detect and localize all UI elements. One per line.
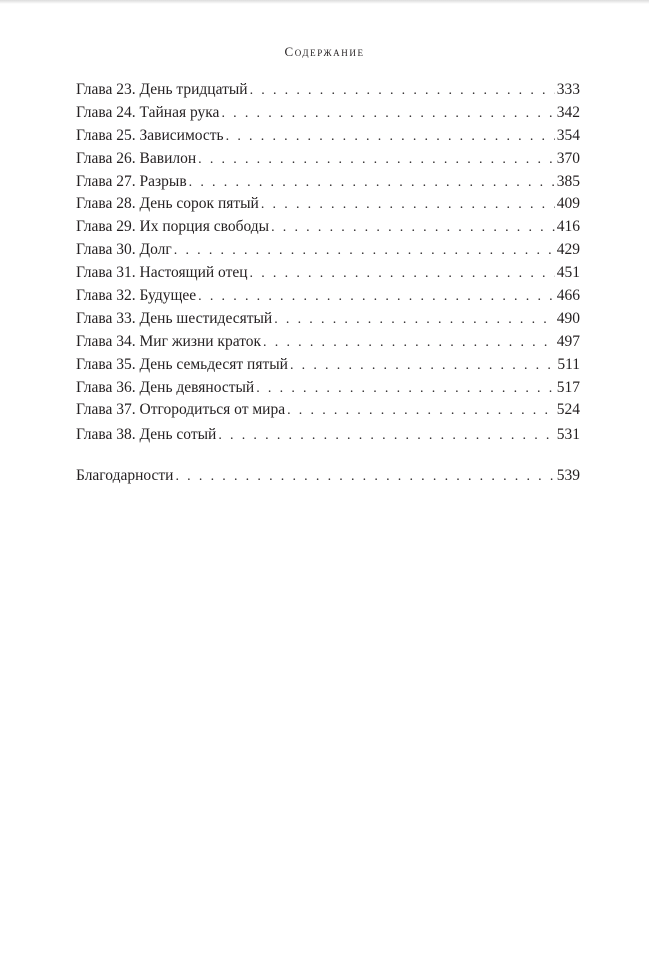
toc-dot-leader [256,378,555,401]
toc-entry-title: Глава 33. День шестидесятый [76,309,273,327]
toc-dot-leader [198,149,555,172]
toc-entry-page: 354 [556,126,580,144]
toc-entry-title: Глава 31. Настоящий отец [76,264,248,282]
toc-dot-leader [263,332,555,355]
toc-entry-page: 385 [556,172,580,190]
toc-entry-page: 429 [556,241,580,259]
toc-entry [76,377,580,400]
toc-dot-leader [226,126,555,149]
toc-entry-title: Глава 35. День семьдесят пятый [76,355,288,373]
toc-entry [76,424,580,447]
toc-entry [76,171,580,194]
toc-dot-leader [189,172,555,195]
toc-entry-title: Глава 27. Разрыв [76,172,187,190]
toc-entry-page: 517 [556,378,580,396]
toc-entry-title: Благодарности [76,467,174,485]
toc-entry [76,239,580,262]
toc-entry [76,262,580,285]
page-top-edge [0,0,649,4]
toc-dot-leader [174,240,555,263]
toc-entry [76,125,580,148]
toc-entry [76,193,580,216]
toc-dot-leader [274,309,555,332]
toc-entry-page: 490 [556,309,580,327]
toc-entry-page: 497 [556,332,580,350]
toc-entry-page: 511 [557,355,580,373]
toc-entry-page: 524 [556,401,580,419]
toc-entry [76,354,580,377]
toc-entry-page: 539 [556,467,580,485]
toc-entry [76,102,580,125]
toc-dot-leader [218,425,554,448]
toc-entry-title: Глава 32. Будущее [76,287,197,305]
toc-entry-page: 451 [556,264,580,282]
toc-entry-title: Глава 34. Миг жизни краток [76,332,262,350]
toc-dot-leader [221,103,554,126]
toc-entry-page: 342 [556,103,580,121]
toc-entry-title: Глава 28. День сорок пятый [76,195,259,213]
toc-entry-title: Глава 29. Их порция свободы [76,218,270,236]
toc-entry-title: Глава 23. День тридцатый [76,81,248,98]
toc-entry [76,331,580,354]
toc-entry-title: Глава 30. Долг [76,241,172,259]
toc-entry-page: 370 [556,149,580,167]
toc-entry-title: Глава 37. Отгородиться от мира [76,401,286,419]
toc-entry-title: Глава 25. Зависимость [76,126,224,144]
toc-dot-leader [261,194,555,217]
toc-entry [76,285,580,308]
toc-entry [76,308,580,331]
toc-entry-title: Глава 36. День девяностый [76,378,255,396]
toc-entry [76,79,580,102]
toc-entry [76,216,580,239]
toc-entry-page: 409 [556,195,580,213]
table-of-contents [76,79,580,488]
toc-entry-page: 416 [556,218,580,236]
toc-entry-title: Глава 26. Вавилон [76,149,197,167]
toc-entry-title: Глава 24. Тайная рука [76,103,220,121]
toc-dot-leader [198,286,555,309]
toc-dot-leader [290,355,555,378]
toc-entry-page: 333 [556,81,580,98]
toc-dot-leader [287,400,555,423]
toc-dot-leader [271,217,555,240]
toc-entry-page: 531 [556,426,580,444]
toc-dot-leader [175,466,554,489]
toc-entry [76,148,580,171]
toc-dot-leader [250,263,555,286]
toc-dot-leader [250,80,555,103]
toc-entry-title: Глава 38. День сотый [76,426,217,444]
page-title: Содержание [284,44,365,59]
toc-entry [76,399,580,422]
toc-entry-acknowledgments [76,465,580,488]
toc-entry-page: 466 [556,287,580,305]
